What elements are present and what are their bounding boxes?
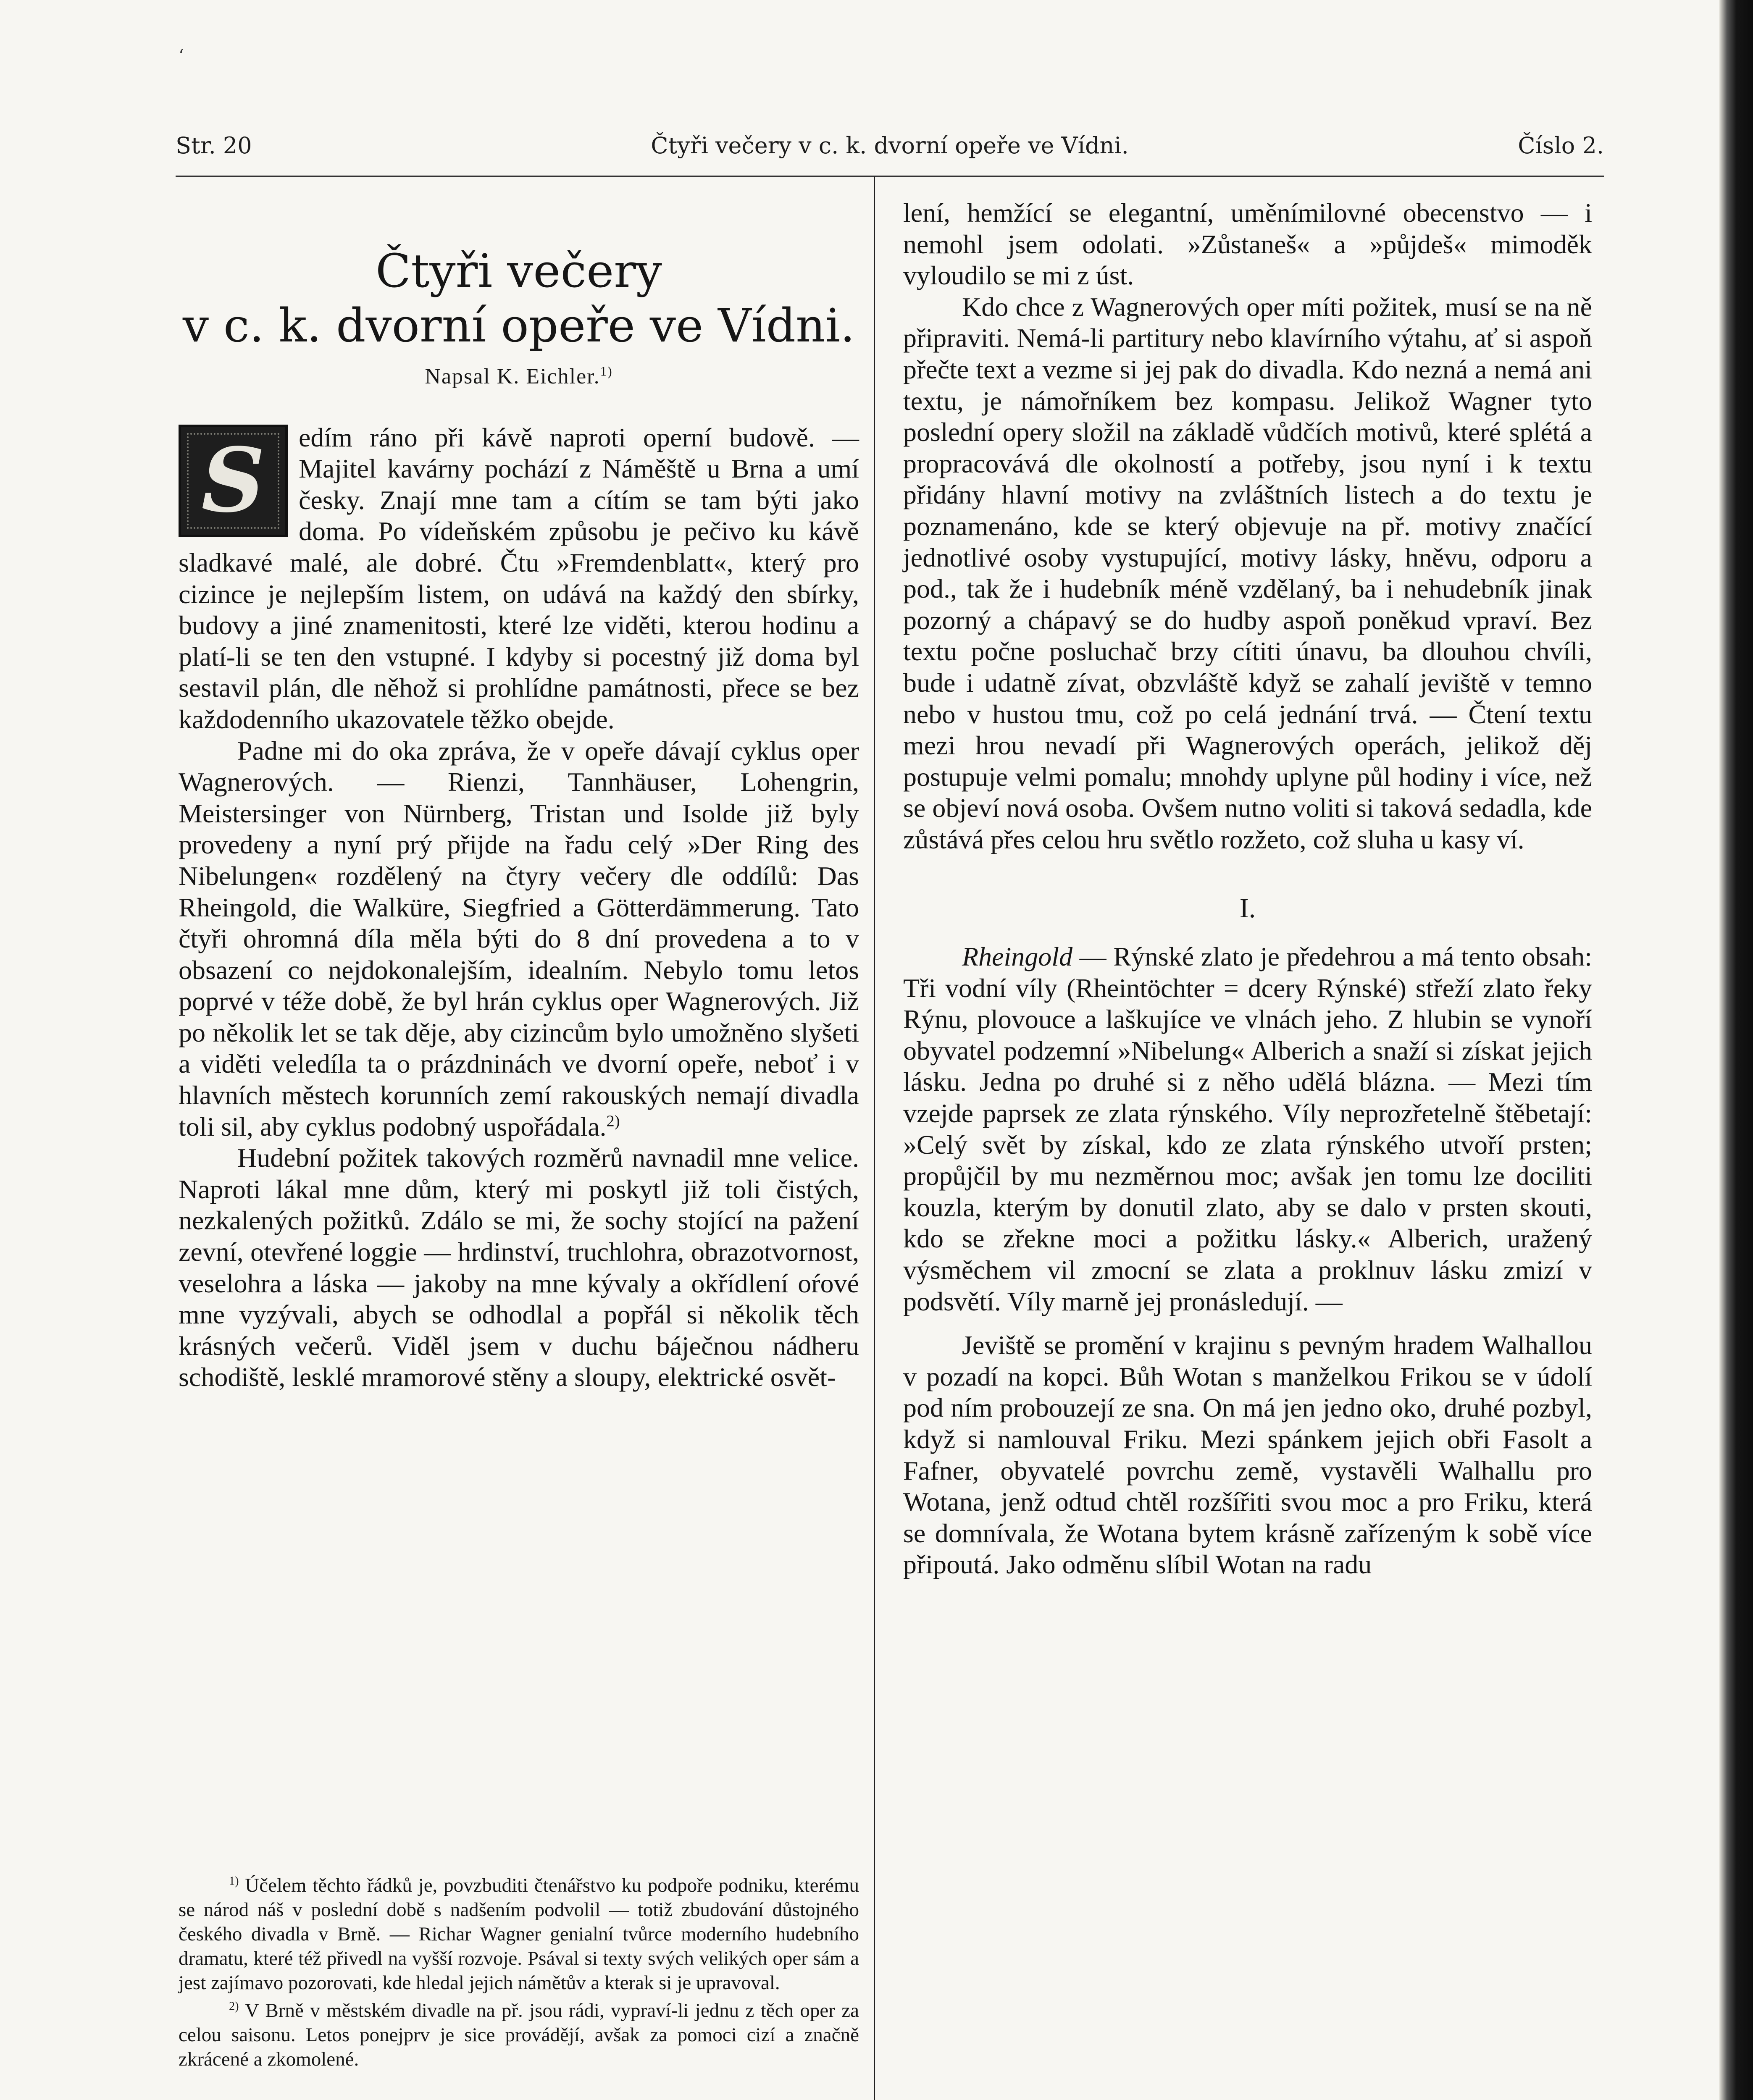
footnote-2-text: V Brně v městském divadle na př. jsou rádi, vypraví-li jednu z těch oper za celou saisonu. Letos ponejprv je sice provádějí, avšak za pomoci cizí a značně zkrácené a zkomolené. <box>179 2000 859 2070</box>
header-rule <box>176 176 1604 177</box>
running-title: Čtyři večery v c. k. dvorní opeře ve Vídni. <box>651 132 1129 159</box>
paragraph-1-text: edím ráno při kávě naproti operní budově. — Majitel kavárny pochází z Náměště u Brna a umí česky. Znají mne tam a cítím se tam býti jako doma. Po vídeňském způsobu je pečivo ku kávě sladkavé malé, ale dobré. Čtu »Fremdenblatt«, který pro cizince je nejlepším listem, on udává na každý den sbírky, budovy a jiné znamenitosti, které lze viděti, kterou hodinu a platí-li se ten den vstupné. I kdyby si pocestný již doma byl sestavil plán, dle něhož si prohlídne památnosti, přece se bez každodenního ukazovatele těžko obejde. <box>179 422 859 734</box>
dropcap-letter: S <box>201 428 265 533</box>
paragraph-2 <box>179 735 859 1143</box>
byline <box>179 361 859 393</box>
paragraph-1 <box>179 422 859 735</box>
article-title-line1: Čtyři večery <box>376 244 662 298</box>
footnote-1-mark: 1) <box>229 1874 239 1888</box>
paragraph-5: Kdo chce z Wagnerových oper míti požitek, musí se na ně připraviti. Nemá-li partitury nebo klavírního výtahu, ať si aspoň přečte text a vezme si jej pak do divadla. Kdo nezná a nemá ani textu, je námořníkem bez kompasu. Jelikož Wagner tyto poslední opery složil na základě vůdčích motivů, které splétá a propracovává dle okolností a potřeby, jsou nyní i k textu přidány hlavní motivy na zvláštních listech a do textu je poznamenáno, kde se který objevuje na př. motivy značící jednotlivé osoby vystupující, motivy lásky, hněvu, odporu a pod., tak že i hudebník méně vzdělaný, ba i nehudebník jinak pozorný a chápavý se do hudby aspoň poněkud vpraví. Bez textu počne posluchač brzy cítiti únavu, ba dlouhou chvíli, bude i udatně zívat, obzvláště když se zahalí jeviště v temno nebo v hustou tmu, což po celá jednání trvá. — Čtení textu mezi hrou nevadí při Wagnerových operách, jelikož děj postupuje velmi pomalu; mnohdy uplyne půl hodiny i více, než se objeví nová osoba. Ovšem nutno voliti si taková sedadla, kde zůstává přes celou hru světlo rozžeto, což sluha u kasy ví. <box>903 291 1592 854</box>
stray-mark: ‘ <box>179 46 184 66</box>
footnote-2-mark: 2) <box>229 2000 239 2013</box>
left-column <box>179 197 859 1393</box>
paragraph-6-text: — Rýnské zlato je předehrou a má tento obsah: Tři vodní víly (Rheintöchter = dcery Rýnské) střeží zlato řeky Rýnu, plovouce a laškujíce ve vlnách jeho. Z hlubin se vynoří obyvatel podzemní »Nibelung« Alberich a snaží si získat jejich lásku. Jedna po druhé si z něho udělá blázna. — Mezi tím vzejde paprsek ze zlata rýnského. Víly neprozřetelně štěbetají: »Celý svět by získal, kdo ze zlata rýnského utvoří prsten; propůjčil by mu nezměrnou moc; avšak jen tomu lze dociliti kouzla, kterým by donutil zlato, aby se dalo v prsten skouti, kdo se zřekne moci a požitku lásky.« Alberich, uražený výsměchem vil zmocní se zlata a proklnuv lásku zmizí v podsvětí. Víly marně jej pronásledují. — <box>903 942 1592 1316</box>
running-header <box>176 132 1604 170</box>
issue-number: Číslo 2. <box>1518 132 1604 159</box>
footnote-ref-2: 2) <box>606 1112 620 1130</box>
paragraph-4: lení, hemžící se elegantní, uměnímilovné obecenstvo — i nemohl jsem odolati. »Zůstaneš« a »půjdeš« mimoděk vyloudilo se mi z úst. <box>903 198 1592 291</box>
page-edge-scan-shadow <box>1719 0 1753 2100</box>
dropcap-frame <box>187 428 279 533</box>
paragraph-2-text: Padne mi do oka zpráva, že v opeře dávají cyklus oper Wagnerových. — Rienzi, Tannhäuser, Lohengrin, Meistersinger von Nürnberg, Tristan und Isolde již byly provedeny a nyní prý přijde na řadu celý »Der Ring des Nibelungen« rozdělený na čtyry večery dle oddílů: Das Rheingold, die Walküre, Siegfried a Götterdämmerung. Tato čtyři ohromná díla měla býti do 8 dní provedena a to v obsazení co nejdokonalejším, idealním. Nebylo tomu letos poprvé v téže době, že byl hrán cyklus oper Wagnerových. Již po několik let se tak děje, aby cizincům bylo umožněno slyšeti a viděti veledíla ta o prázdninách ve dvorní opeře, neboť i v hlavních městech korunních zemí rakouských nemají divadla toli sil, aby cyklus podobný uspořádala. <box>179 735 859 1142</box>
paragraph-3: Hudební požitek takových rozměrů navnadil mne velice. Naproti lákal mne dům, který mi poskytl již toli čistých, nezkalených požitků. Zdálo se mi, že sochy stojící na pažení zevní, otevřené loggie — hrdinství, truchlohra, obrazotvornost, veselohra a láska — jakoby na mne kývaly a okřídlení oŕové mne vyzývali, abych se odhodlal a popřál si několik těch krásných večerů. Viděl jsem v duchu báječnou nádheru schodiště, lesklé mramorové stěny a sloupy, elektrické osvět- <box>179 1143 859 1392</box>
paragraph-6 <box>903 941 1592 1317</box>
footnote-2 <box>179 1998 859 2071</box>
article-title-line2: v c. k. dvorní opeře ve Vídni. <box>182 299 855 352</box>
footnote-1-text: Účelem těchto řádků je, povzbuditi čtenářstvo ku podpoře podniku, kterému se národ náš v poslední době s nadšením podvolil — totiž zbudování důstojného českého divadla v Brně. — Richar Wagner genialní tvůrce moderního hudebního dramatu, které též přivedl na vyšší rozvoje. Psával si texty svých velikých oper sám a jest zajímavo pozorovati, kde hledal jejich námětův a kterak si je upravoval. <box>179 1874 859 1994</box>
footnote-1 <box>179 1873 859 1995</box>
byline-text: Napsal K. Eichler. <box>425 365 600 388</box>
dropcap-ornament <box>179 425 288 537</box>
page-number: Str. 20 <box>176 132 252 159</box>
byline-footnote-ref: 1) <box>600 364 613 379</box>
footnotes <box>179 1873 859 2071</box>
section-heading: I. <box>1239 893 1256 924</box>
rheingold-lead: Rheingold <box>962 942 1073 972</box>
column-divider <box>874 176 875 2100</box>
right-column <box>903 197 1592 1580</box>
article-title <box>179 244 859 353</box>
paragraph-7: Jeviště se promění v krajinu s pevným hradem Walhallou v pozadí na kopci. Bůh Wotan s manželkou Frikou se v údolí pod ním probouzejí ze sna. On má jen jedno oko, druhé pozbyl, když si namlouval Friku. Mezi spánkem jejich obři Fasolt a Fafner, obyvatelé povrchu země, vystavěli Walhallu pro Wotana, jenž odtud chtěl rozšířiti svou moc a pro Friku, která se domnívala, že Wotana bytem krásně zařízeným k sobě více připoutá. Jako odměnu slíbil Wotan na radu <box>903 1330 1592 1580</box>
